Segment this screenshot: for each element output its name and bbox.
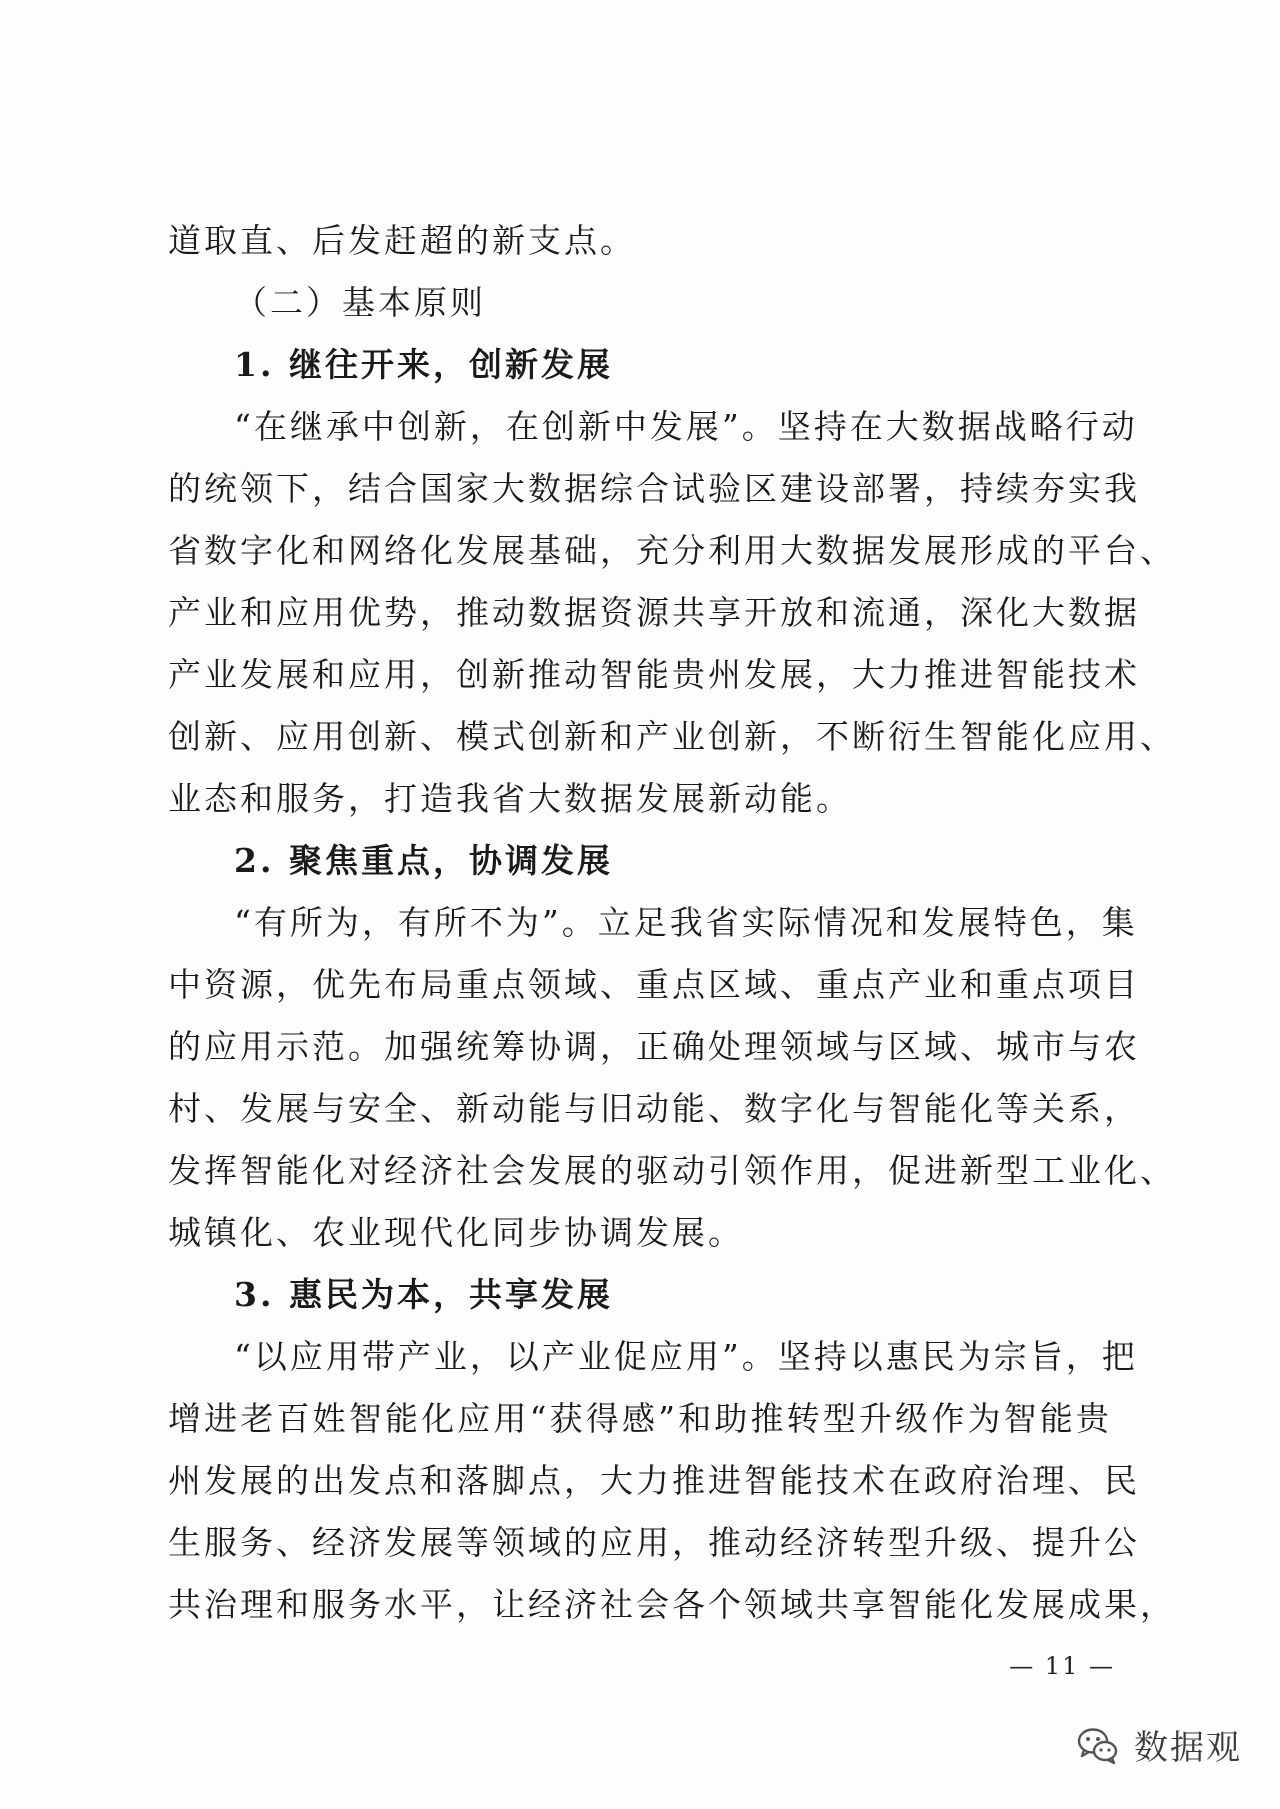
paragraph-line: “有所为，有所不为”。立足我省实际情况和发展特色，集 bbox=[234, 903, 1138, 942]
paragraph-line: 村、发展与安全、新动能与旧动能、数字化与智能化等关系， bbox=[168, 1089, 1140, 1128]
paragraph-line: 道取直、后发赶超的新支点。 bbox=[168, 221, 636, 260]
paragraph-line: 生服务、经济发展等领域的应用，推动经济转型升级、提升公 bbox=[168, 1523, 1140, 1562]
watermark bbox=[1076, 1720, 1242, 1769]
paragraph-line: 州发展的出发点和落脚点，大力推进智能技术在政府治理、民 bbox=[168, 1461, 1140, 1500]
paragraph-line: 发挥智能化对经济社会发展的驱动引领作用，促进新型工业化、 bbox=[168, 1151, 1176, 1190]
paragraph-line: 共治理和服务水平，让经济社会各个领域共享智能化发展成果， bbox=[168, 1585, 1176, 1624]
section-subheading: （二）基本原则 bbox=[234, 283, 486, 322]
paragraph-line: “以应用带产业，以产业促应用”。坚持以惠民为宗旨，把 bbox=[234, 1337, 1138, 1376]
paragraph-line: 中资源，优先布局重点领域、重点区域、重点产业和重点项目 bbox=[168, 965, 1140, 1004]
principle-heading: 1. 继往开来，创新发展 bbox=[234, 345, 613, 384]
principle-heading: 2. 聚焦重点，协调发展 bbox=[234, 841, 613, 880]
paragraph-line: 产业和应用优势，推动数据资源共享开放和流通，深化大数据 bbox=[168, 593, 1140, 632]
document-body bbox=[168, 210, 1176, 1636]
paragraph-line: 业态和服务，打造我省大数据发展新动能。 bbox=[168, 779, 852, 818]
page-number: — 11 — bbox=[1009, 1652, 1115, 1680]
paragraph-line: 产业发展和应用，创新推动智能贵州发展，大力推进智能技术 bbox=[168, 655, 1140, 694]
paragraph-line: 创新、应用创新、模式创新和产业创新，不断衍生智能化应用、 bbox=[168, 717, 1176, 756]
paragraph-line: 的统领下，结合国家大数据综合试验区建设部署，持续夯实我 bbox=[168, 469, 1140, 508]
principle-heading: 3. 惠民为本，共享发展 bbox=[234, 1275, 613, 1314]
paragraph-line: “在继承中创新，在创新中发展”。坚持在大数据战略行动 bbox=[234, 407, 1138, 446]
paragraph-line: 的应用示范。加强统筹协调，正确处理领域与区域、城市与农 bbox=[168, 1027, 1140, 1066]
watermark-text: 数据观 bbox=[1134, 1728, 1242, 1768]
wechat-icon bbox=[1076, 1723, 1120, 1767]
paragraph-line: 增进老百姓智能化应用“获得感”和助推转型升级作为智能贵 bbox=[168, 1399, 1112, 1438]
paragraph-line: 城镇化、农业现代化同步协调发展。 bbox=[168, 1213, 744, 1252]
paragraph-line: 省数字化和网络化发展基础，充分利用大数据发展形成的平台、 bbox=[168, 531, 1176, 570]
